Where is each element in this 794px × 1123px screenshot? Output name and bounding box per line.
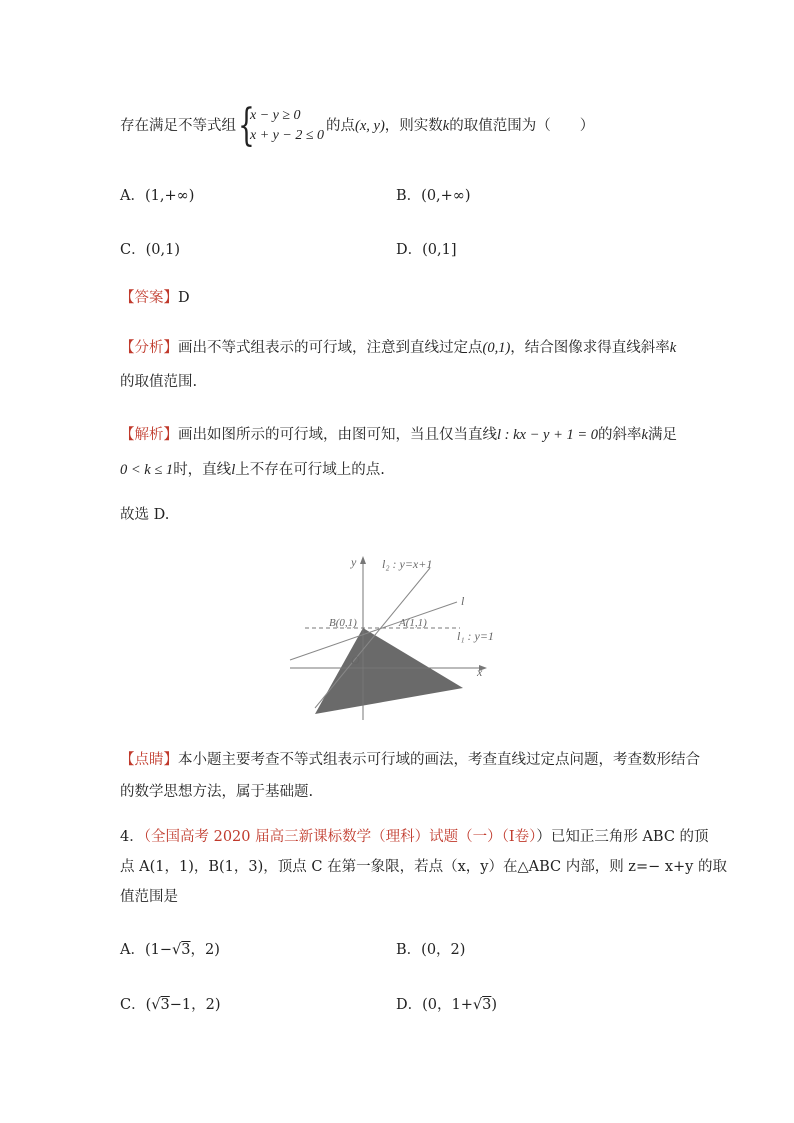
q4-option-a[interactable]: A．(1−√3，2) bbox=[120, 942, 220, 958]
feasible-region-figure bbox=[285, 548, 515, 723]
solution-tag: 【解析】 bbox=[120, 427, 178, 443]
point-a-label: A(1,1) bbox=[399, 617, 427, 629]
answer-tag: 【答案】 bbox=[120, 290, 178, 306]
q3-analysis-line1: 【分析】画出不等式组表示的可行域，注意到直线过定点(0,1)，结合图像求得直线斜率k bbox=[120, 340, 677, 356]
x-axis-label: x bbox=[477, 665, 483, 679]
q4-stem-line3: 值范围是 bbox=[120, 889, 178, 905]
q3-k: k bbox=[442, 118, 450, 134]
q4-stem-line2: 点 A(1，1)，B(1，3)，顶点 C 在第一象限，若点（x，y）在△ABC 内部，则 z=− x+y 的取 bbox=[120, 859, 727, 875]
origin-label: O bbox=[351, 653, 360, 667]
inequality-system: { x − y ≥ 0 x + y − 2 ≤ 0 bbox=[238, 100, 325, 151]
analysis-tag: 【分析】 bbox=[120, 340, 178, 356]
q3-comment-line2: 的数学思想方法，属于基础题. bbox=[120, 784, 314, 800]
l-label: l bbox=[461, 594, 465, 608]
q3-stem bbox=[120, 100, 595, 151]
q3-analysis-line2: 的取值范围. bbox=[120, 374, 198, 390]
q3-option-d[interactable]: D．(0,1] bbox=[396, 242, 457, 258]
q4-source: （全国高考 2020 届高三新课标数学（理科）试题（一）（Ⅰ卷） bbox=[143, 829, 537, 845]
l2-label: l₂ : y=x+1 bbox=[382, 557, 433, 571]
l1-label: l₁ : y=1 bbox=[457, 629, 494, 643]
q4-option-d[interactable]: D．(0，1+√3) bbox=[396, 997, 498, 1013]
q4-number: 4． bbox=[120, 829, 144, 845]
q4-stem-line1: 4．（全国高考 2020 届高三新课标数学（理科）试题（一）（Ⅰ卷））已知正三角形 ABC 的顶 bbox=[120, 829, 709, 845]
q4-option-c[interactable]: C．(√3−1，2) bbox=[120, 997, 221, 1013]
q3-option-b[interactable]: B．(0,+∞) bbox=[396, 188, 471, 204]
q3-answer bbox=[120, 288, 190, 308]
inequality-2: x + y − 2 ≤ 0 bbox=[250, 128, 325, 143]
q3-option-c[interactable]: C．(0,1) bbox=[120, 242, 180, 258]
inequality-1: x − y ≥ 0 bbox=[250, 108, 301, 123]
q3-solution-line2: 0 < k ≤ 1时，直线l上不存在可行域上的点. bbox=[120, 462, 385, 478]
q3-stem-mid: 的点 bbox=[326, 118, 356, 134]
answer-value: D bbox=[178, 290, 190, 306]
feasible-region bbox=[315, 628, 463, 714]
q3-stem-post1: ，则实数 bbox=[384, 118, 443, 134]
q3-choose: 故选 D. bbox=[120, 507, 170, 523]
q4-option-b[interactable]: B．(0，2) bbox=[396, 942, 466, 958]
q3-option-a[interactable]: A．(1,+∞) bbox=[120, 188, 195, 204]
point-b-label: B(0,1) bbox=[329, 617, 357, 629]
q3-stem-pre: 存在满足不等式组 bbox=[120, 118, 236, 134]
q3-comment-line1: 【点睛】本小题主要考查不等式组表示可行域的画法，考查直线过定点问题，考查数形结合 bbox=[120, 752, 700, 768]
q3-solution-line1: 【解析】画出如图所示的可行域，由图可知，当且仅当直线l : kx − y + 1 = 0的斜率k满足 bbox=[120, 427, 677, 443]
q3-stem-post2: 的取值范围为（ ） bbox=[449, 118, 595, 134]
q3-point: (x, y) bbox=[355, 118, 385, 134]
y-axis-label: y bbox=[351, 555, 357, 569]
comment-tag: 【点睛】 bbox=[120, 752, 178, 768]
